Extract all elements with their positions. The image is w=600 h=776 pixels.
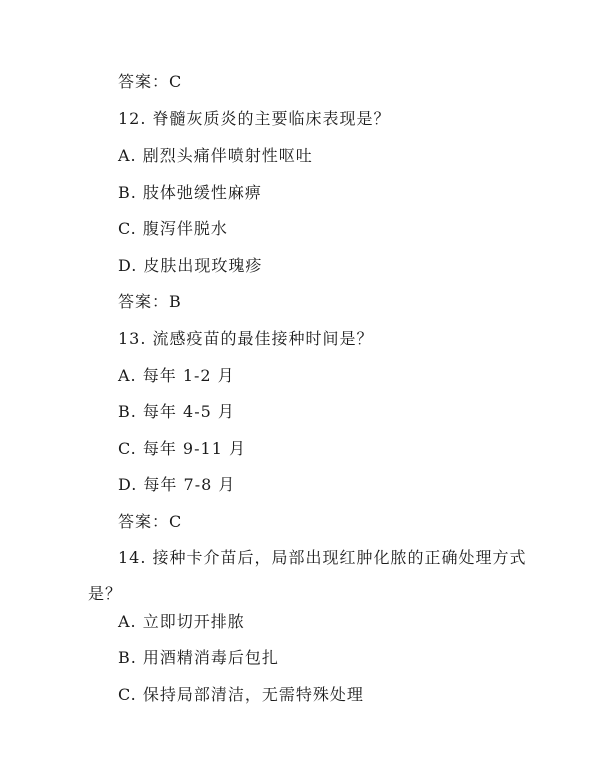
answer-13: 答案：C	[118, 512, 183, 531]
question-12-option-d: D. 皮肤出现玫瑰疹	[118, 256, 263, 275]
question-12-option-c: C. 腹泻伴脱水	[118, 219, 228, 238]
question-14-option-b: B. 用酒精消毒后包扎	[118, 648, 279, 667]
answer-12: 答案：B	[118, 292, 182, 311]
question-14-option-a: A. 立即切开排脓	[118, 612, 245, 631]
question-13-option-b: B. 每年 4-5 月	[118, 402, 235, 421]
question-14-option-c: C. 保持局部清洁，无需特殊处理	[118, 685, 364, 704]
question-14: 14. 接种卡介苗后，局部出现红肿化脓的正确处理方式是？	[88, 548, 527, 603]
question-13-option-d: D. 每年 7-8 月	[118, 475, 236, 494]
question-12-option-a: A. 剧烈头痛伴喷射性呕吐	[118, 146, 313, 165]
answer-11: 答案：C	[118, 72, 183, 91]
question-13-option-c: C. 每年 9-11 月	[118, 439, 246, 458]
question-13-option-a: A. 每年 1-2 月	[118, 366, 235, 385]
question-13: 13. 流感疫苗的最佳接种时间是？	[118, 329, 374, 348]
question-12: 12. 脊髓灰质炎的主要临床表现是？	[118, 109, 391, 128]
question-12-option-b: B. 肢体弛缓性麻痹	[118, 183, 262, 202]
